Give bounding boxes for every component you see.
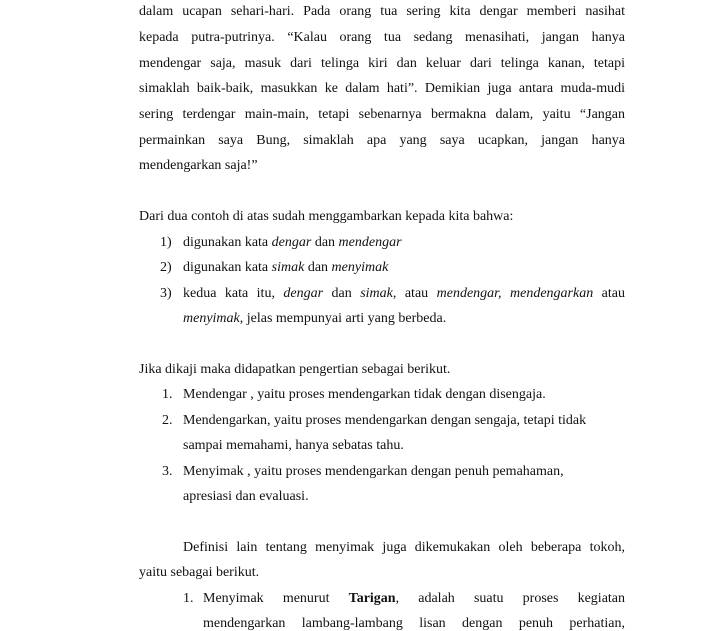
term: dengar [283,286,324,301]
term: mendengar [338,235,402,250]
definition-text: Mendengar , yaitu proses mendengarkan tidak dengan disengaja. [183,387,546,402]
list-number: 1. [183,591,194,606]
list-number: 2) [160,260,172,275]
item-text: dan [323,286,361,301]
item-text: Menyimak menurut [203,591,349,606]
list-number: 3) [160,286,172,301]
paragraph-line: permainkan saya Bung, simaklah apa yang saya ucapkan, jangan hanya [139,133,625,148]
paragraph-line: Definisi lain tentang menyimak juga dikemukakan oleh beberapa tokoh, [183,540,625,555]
paragraph-line: simaklah baik-baik, masukkan ke dalam hati”. Demikian juga antara muda-mudi [139,81,625,96]
term: menyimak [331,260,389,275]
paragraph-line: dalam ucapan sehari-hari. Pada orang tua sering kita dengar memberi nasihat [139,4,625,19]
item-text: , jelas mempunyai arti yang berbeda. [239,311,447,326]
term: simak [271,260,305,275]
list-number: 1. [162,387,173,402]
list-number: 2. [162,413,173,428]
list-item [160,236,625,250]
item-text: dan [304,260,332,275]
item-text: , atau [392,286,437,301]
term: simak [360,286,393,301]
term: dengar [271,235,312,250]
definition-text: Mendengarkan, yaitu proses mendengarkan dengan sengaja, tetapi tidak [183,413,587,428]
item-text: , adalah suatu proses kegiatan [395,591,626,606]
definition-text: apresiasi dan evaluasi. [183,489,309,504]
list-item [160,261,625,275]
list-item-continuation [183,312,625,326]
expert-text [203,592,625,606]
paragraph-line: sering terdengar main-main, tetapi sebenarnya bermakna dalam, yaitu “Jangan [139,107,625,122]
item-text: dan [311,235,339,250]
list-number: 1) [160,235,172,250]
examples-intro: Dari dua contoh di atas sudah menggambarkan kepada kita bahwa: [139,209,514,224]
expert-text: mendengarkan lambang-lambang lisan dengan penuh perhatian, [203,616,625,631]
paragraph-line: mendengarkan saja!” [139,158,258,173]
list-number: 3. [162,464,173,479]
term: mendengar, mendengarkan [436,286,594,301]
term: menyimak [183,311,240,326]
definitions-intro: Jika dikaji maka didapatkan pengertian sebagai berikut. [139,362,451,377]
paragraph-line: kepada putra-putrinya. “Kalau orang tua sedang menasihati, jangan hanya [139,30,625,45]
paragraph-line: mendengar saja, masuk dari telinga kiri dan keluar dari telinga kanan, tetapi [139,56,625,71]
item-text: atau [593,286,625,301]
expert-name: Tarigan [348,591,396,606]
item-text: digunakan kata [183,260,272,275]
list-item-text [183,287,625,301]
definition-text: Menyimak , yaitu proses mendengarkan dengan penuh pemahaman, [183,464,564,479]
definition-text: sampai memahami, hanya sebatas tahu. [183,438,404,453]
item-text: kedua kata itu, [183,286,284,301]
item-text: digunakan kata [183,235,272,250]
paragraph-line: yaitu sebagai berikut. [139,565,260,580]
